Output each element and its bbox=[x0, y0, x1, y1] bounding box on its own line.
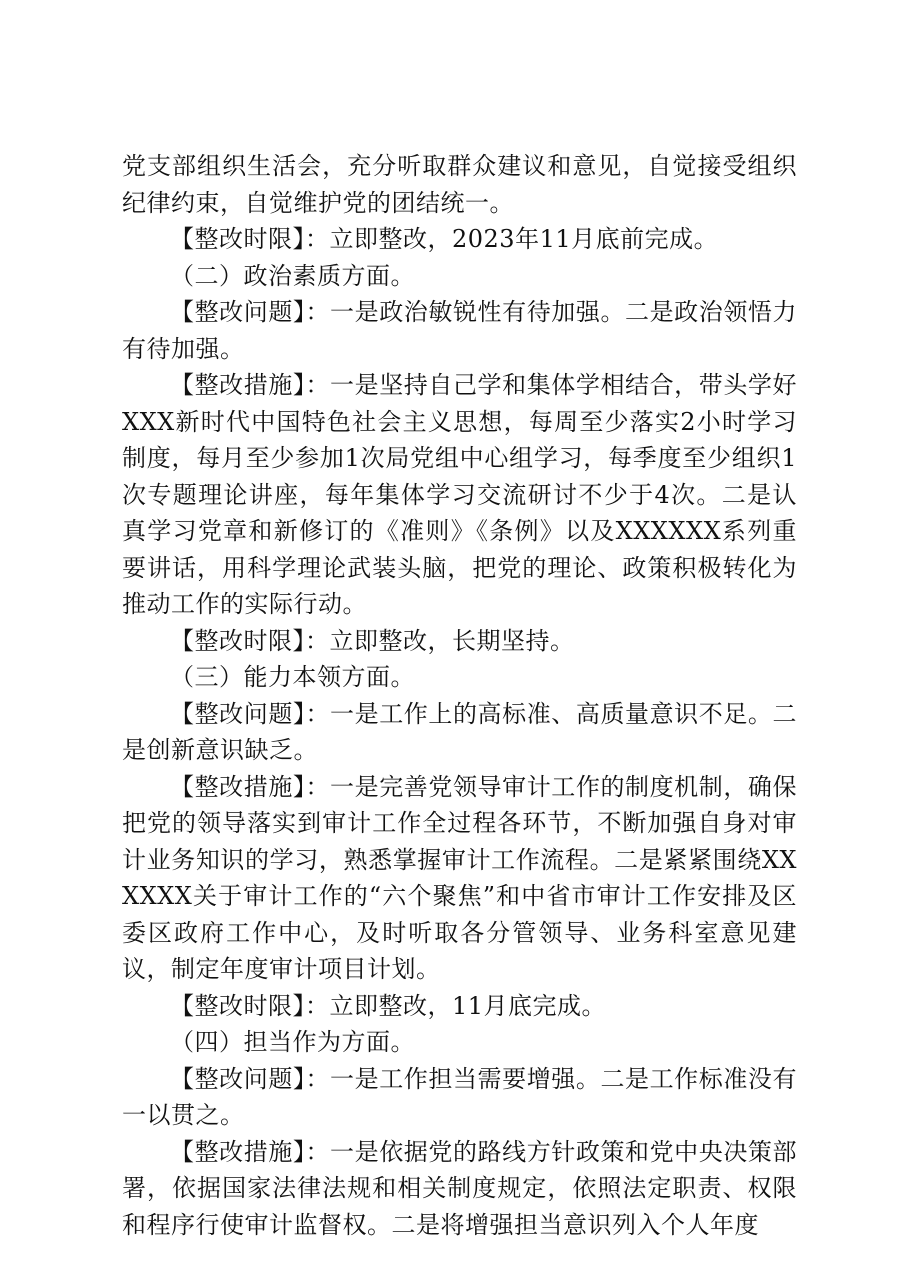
paragraph-measures-3: 【整改措施】：一是完善党领导审计工作的制度机制，确保把党的领导落实到审计工作全过程各环节，不断加强自身对审计业务知识的学习，熟悉掌握审计工作流程。二是紧紧围绕XXXXXX关于审计工作的“六个聚焦”和中省市审计工作安排及区委区政府工作中心，及时听取各分管领导、业务科室意见建议，制定年度审计项目计划。 bbox=[122, 772, 797, 983]
section-heading-capability: （三）能力本领方面。 bbox=[170, 663, 415, 691]
paragraph-problem-4: 【整改问题】：一是工作担当需要增强。二是工作标准没有一以贯之。 bbox=[122, 1064, 797, 1129]
paragraph-continuation: 党支部组织生活会，充分听取群众建议和意见，自觉接受组织纪律约束，自觉维护党的团结统一。 bbox=[122, 152, 797, 217]
section-heading-responsibility: （四）担当作为方面。 bbox=[170, 1028, 415, 1056]
paragraph-deadline-3: 【整改时限】：立即整改，11月底完成。 bbox=[170, 991, 607, 1020]
paragraph-deadline-1: 【整改时限】：立即整改，2023年11月底前完成。 bbox=[170, 225, 719, 253]
paragraph-measures-2: 【整改措施】：一是坚持自己学和集体学相结合，带头学好XXX新时代中国特色社会主义思想，每周至少落实2小时学习制度，每月至少参加1次局党组中心组学习，每季度至少组织1次专题理论讲座，每年集体学习交流研讨不少于4次。二是认真学习党章和新修订的《准则》《条例》以及XXXXXX系列重要讲话，用科学理论武装头脑，把党的理论、政策积极转化为推动工作的实际行动。 bbox=[122, 371, 797, 618]
paragraph-deadline-2: 【整改时限】：立即整改，长期坚持。 bbox=[170, 626, 575, 655]
document-body bbox=[122, 148, 797, 1243]
paragraph-problem-3: 【整改问题】：一是工作上的高标准、高质量意识不足。二是创新意识缺乏。 bbox=[122, 699, 797, 764]
section-heading-political-quality: （二）政治素质方面。 bbox=[170, 261, 415, 290]
paragraph-measures-4: 【整改措施】：一是依据党的路线方针政策和党中央决策部署，依据国家法律法规和相关制度规定，依照法定职责、权限和程序行使审计监督权。二是将增强担当意识列入个人年度 bbox=[122, 1137, 797, 1239]
paragraph-problem-2: 【整改问题】：一是政治敏锐性有待加强。二是政治领悟力有待加强。 bbox=[122, 298, 797, 363]
